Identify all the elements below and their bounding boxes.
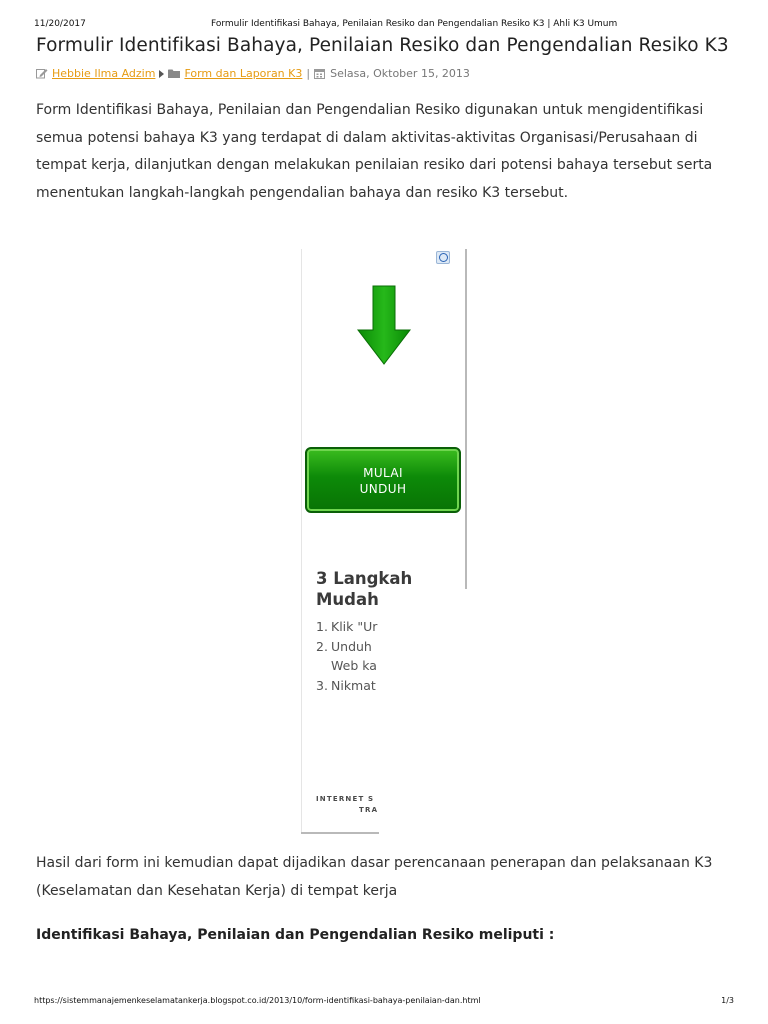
print-date: 11/20/2017 xyxy=(34,19,86,29)
author-link[interactable]: Hebbie Ilma Adzim xyxy=(52,67,156,80)
section-heading: Identifikasi Bahaya, Penilaian dan Pengendalian Resiko meliputi : xyxy=(36,927,555,943)
ad-border-bottom xyxy=(301,832,379,834)
post-meta xyxy=(36,67,470,80)
button-label-line1: MULAI xyxy=(363,466,403,480)
post-date: Selasa, Oktober 15, 2013 xyxy=(330,67,470,80)
list-item: 1. Klik "Ur xyxy=(316,619,378,634)
meta-separator: | xyxy=(306,67,311,80)
ad-footer-line1: INTERNET S xyxy=(316,795,375,803)
folder-icon xyxy=(168,68,180,79)
page-number: 1/3 xyxy=(721,996,734,1005)
list-item: 2. Unduh xyxy=(316,638,372,654)
ad-scrollbar xyxy=(465,249,467,589)
ad-steps xyxy=(316,568,413,695)
list-item-continuation: Web ka xyxy=(331,658,377,673)
intro-paragraph: Form Identifikasi Bahaya, Penilaian dan Pengendalian Resiko digunakan untuk mengidentifikasi semua potensi bahaya K3 yang terdapat di dalam aktivitas-aktivitas Organisasi/Perusahaan di tempat kerja, dilanjutkan dengan melakukan penilaian resiko dari potensi bahaya tersebut serta menentukan langkah-langkah pengendalian bahaya dan resiko K3 tersebut. xyxy=(36,102,713,201)
caret-right-icon xyxy=(159,70,164,78)
print-header xyxy=(34,17,734,31)
steps-heading-line1: 3 Langkah xyxy=(316,569,413,588)
print-url: https://sistemmanajemenkeselamatankerja.blogspot.co.id/2013/10/form-identifikasi-bahaya-penilaian-dan.html xyxy=(34,996,481,1005)
download-arrow-icon xyxy=(356,286,412,371)
edit-icon xyxy=(36,68,48,79)
result-paragraph: Hasil dari form ini kemudian dapat dijadikan dasar perencanaan penerapan dan pelaksanaan K3 (Keselamatan dan Kesehatan Kerja) di tempat kerja xyxy=(36,855,713,899)
ad-border-left xyxy=(301,249,302,834)
ad-footer xyxy=(316,794,379,816)
info-icon[interactable] xyxy=(436,251,450,264)
start-download-button[interactable] xyxy=(305,447,461,513)
category-link[interactable]: Form dan Laporan K3 xyxy=(184,67,303,80)
advertisement[interactable] xyxy=(301,249,467,834)
calendar-icon xyxy=(314,68,326,79)
print-page-title: Formulir Identifikasi Bahaya, Penilaian Resiko dan Pengendalian Resiko K3 | Ahli K3 Umum xyxy=(211,19,618,29)
button-label-line2: UNDUH xyxy=(359,482,407,496)
steps-heading-line2: Mudah xyxy=(316,590,379,609)
ad-footer-line2: TRA xyxy=(359,806,379,814)
list-item: 3. Nikmat xyxy=(316,677,376,693)
steps-list xyxy=(316,617,379,695)
print-footer xyxy=(34,994,734,1008)
post-title: Formulir Identifikasi Bahaya, Penilaian Resiko dan Pengendalian Resiko K3 xyxy=(36,35,729,56)
